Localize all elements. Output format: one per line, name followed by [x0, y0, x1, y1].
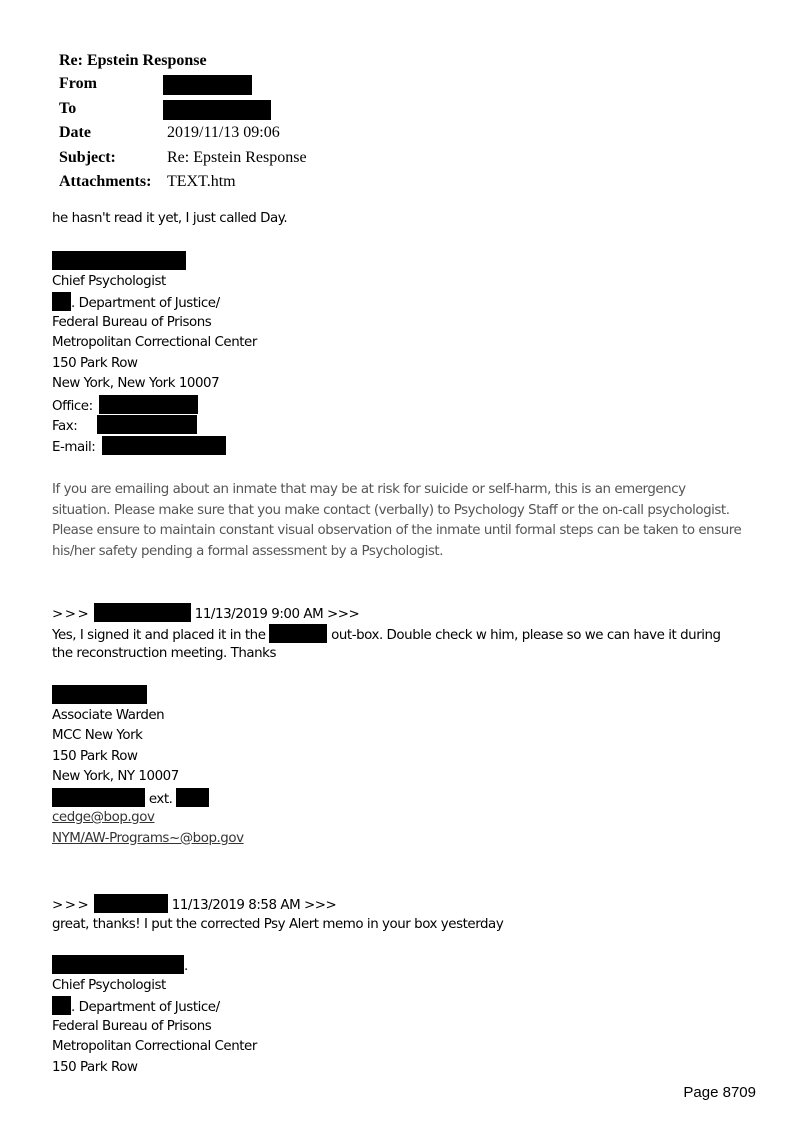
- redacted-name: [269, 624, 327, 643]
- quote-prefix: >>>: [52, 607, 91, 622]
- email-label: E-mail:: [52, 439, 96, 455]
- quoted-message-2: [52, 894, 752, 935]
- redacted-email: [102, 436, 226, 455]
- sig3-bureau: Federal Bureau of Prisons: [52, 1018, 212, 1034]
- email-title: Re: Epstein Response: [59, 52, 207, 69]
- subject-row: [59, 146, 307, 171]
- date-value: 2019/11/13 09:06: [167, 124, 280, 141]
- redacted-prefix: [52, 292, 71, 311]
- ext-label: ext.: [148, 791, 173, 807]
- cutoff-glyphs: [52, 1084, 232, 1087]
- redacted-recipient: [163, 100, 271, 120]
- signature-3: [52, 955, 752, 1078]
- sig2-title: Associate Warden: [52, 707, 165, 723]
- quoted-message-1: [52, 603, 752, 665]
- disclaimer-line: situation. Please make sure that you make contact (verbally) to Psychology Staff or the on-call psychologist.: [52, 502, 730, 518]
- disclaimer-line: Please ensure to maintain constant visual observation of the inmate until formal steps can be taken to ensure: [52, 523, 742, 538]
- disclaimer-line: his/her safety pending a formal assessment by a Psychologist.: [52, 543, 444, 559]
- redacted-office-phone: [99, 395, 198, 414]
- redacted-ext: [176, 788, 209, 807]
- attachments-value: TEXT.htm: [167, 173, 236, 190]
- sig2-org: MCC New York: [52, 728, 143, 743]
- email-link[interactable]: NYM/AW-Programs~@bop.gov: [52, 830, 244, 846]
- sig1-dept: [52, 292, 752, 313]
- to-row: [59, 97, 307, 122]
- sig1-dept-text: . Department of Justice/: [71, 296, 220, 311]
- office-label: Office:: [52, 398, 93, 414]
- redacted-sender: [94, 603, 191, 622]
- disclaimer: [52, 480, 752, 562]
- sig1-email: [52, 436, 752, 457]
- to-label: To: [59, 99, 77, 117]
- fax-label: Fax:: [52, 419, 78, 434]
- redacted-sender: [94, 894, 168, 913]
- quote-prefix: >>>: [52, 898, 91, 913]
- quote1-text-a: Yes, I signed it and placed it in the: [52, 627, 266, 643]
- quote1-line1: [52, 624, 752, 645]
- page-number: Page 8709: [683, 1084, 756, 1101]
- sig1-fax: [52, 415, 752, 436]
- sig2-street: 150 Park Row: [52, 748, 138, 764]
- cutoff-text-fragment: [52, 1079, 232, 1087]
- subject-value: Re: Epstein Response: [167, 148, 307, 166]
- redacted-name: [52, 955, 184, 974]
- sig3-trail: .: [184, 959, 188, 974]
- from-label: From: [59, 75, 97, 92]
- email-header: [59, 50, 307, 195]
- quote2-text: great, thanks! I put the corrected Psy Alert memo in your box yesterday: [52, 916, 504, 932]
- subject-label: Subject:: [59, 148, 116, 166]
- sig1-bureau: Federal Bureau of Prisons: [52, 314, 212, 330]
- quote1-line2: the reconstruction meeting. Thanks: [52, 646, 276, 661]
- disclaimer-line: If you are emailing about an inmate that may be at risk for suicide or self-harm, this is an emergency: [52, 482, 686, 497]
- redacted-fax: [97, 415, 197, 434]
- sig1-title: Chief Psychologist: [52, 273, 166, 289]
- redacted-name: [52, 685, 147, 704]
- sig3-dept-text: . Department of Justice/: [71, 1000, 220, 1015]
- quote1-header: [52, 603, 752, 624]
- sig2-phone: [52, 788, 752, 809]
- redacted-sender: [163, 75, 252, 95]
- reply-text: he hasn't read it yet, I just called Day.: [52, 211, 288, 226]
- email-link[interactable]: cedge@bop.gov: [52, 810, 155, 825]
- sig3-title: Chief Psychologist: [52, 977, 166, 993]
- redacted-name: [52, 251, 186, 270]
- sig3-street: 150 Park Row: [52, 1059, 138, 1075]
- quote1-text-b: out-box. Double check w him, please so we can have it during: [331, 627, 721, 643]
- from-row: [59, 72, 307, 97]
- redacted-phone: [52, 788, 145, 807]
- date-row: [59, 121, 307, 146]
- redacted-prefix: [52, 996, 71, 1015]
- signature-2: [52, 685, 752, 849]
- sig3-center: Metropolitan Correctional Center: [52, 1039, 257, 1054]
- attachments-row: [59, 170, 307, 195]
- quote1-timestamp: 11/13/2019 9:00 AM >>>: [194, 607, 360, 622]
- attachments-label: Attachments:: [59, 173, 152, 190]
- sig1-city: New York, New York 10007: [52, 376, 220, 391]
- sig3-dept: [52, 996, 752, 1017]
- sig1-office: [52, 395, 752, 416]
- sig1-street: 150 Park Row: [52, 355, 138, 371]
- email-body: [52, 209, 752, 230]
- sig1-center: Metropolitan Correctional Center: [52, 335, 257, 350]
- sig2-city: New York, NY 10007: [52, 769, 179, 784]
- quote2-header: [52, 894, 752, 915]
- date-label: Date: [59, 124, 91, 141]
- signature-1: [52, 251, 752, 456]
- quote2-timestamp: 11/13/2019 8:58 AM >>>: [171, 898, 337, 913]
